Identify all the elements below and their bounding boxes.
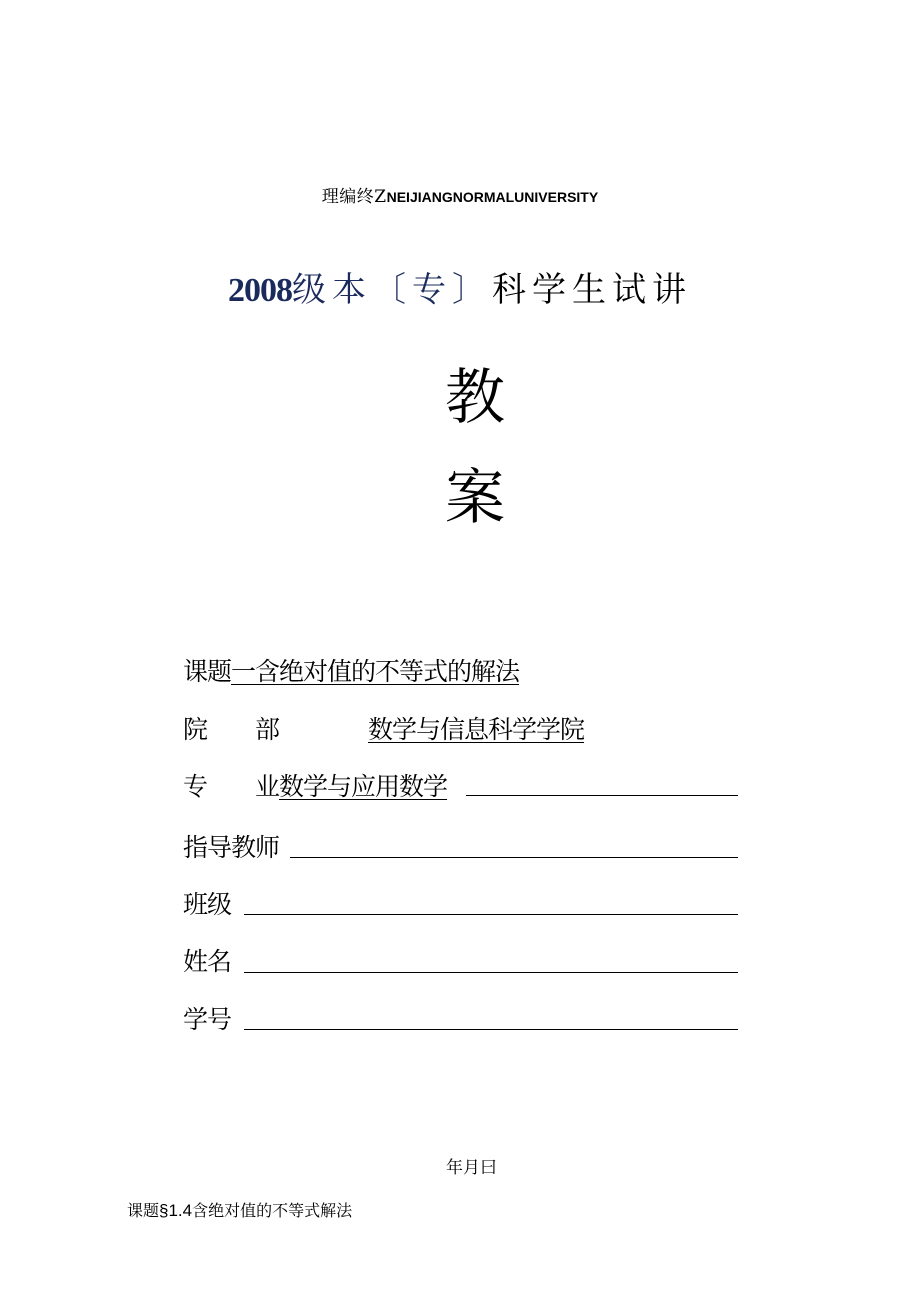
title-char-jiao: 教: [445, 363, 505, 433]
id-label: 学号: [183, 1005, 232, 1034]
major-label-2: 业: [255, 772, 280, 801]
class-underline: [244, 914, 738, 915]
topic-label: 课题: [183, 657, 232, 686]
topic-value: 一含绝对值的不等式的解法: [231, 657, 520, 686]
teacher-underline: [290, 857, 738, 858]
title-char-an: 案: [445, 463, 505, 533]
heading-year: 2008: [228, 272, 292, 309]
document-heading: [0, 262, 920, 311]
topic-row: [183, 652, 519, 688]
university-name-en: NEIJIANGNORMALUNIVERSITY: [386, 189, 599, 205]
footer-text: 含绝对值的不等式解法: [192, 1201, 353, 1220]
name-label: 姓名: [183, 947, 232, 976]
major-value: 数学与应用数学: [279, 772, 448, 801]
date-line: 年月曰: [446, 1158, 497, 1178]
class-label: 班级: [183, 890, 232, 919]
id-underline: [244, 1029, 738, 1030]
footer-number: §1.4: [159, 1201, 193, 1220]
name-underline: [244, 972, 738, 973]
footer-prefix: 课题: [127, 1201, 160, 1220]
major-underline: [466, 795, 738, 796]
teacher-label: 指导教师: [183, 833, 280, 862]
major-label-1: 专: [183, 772, 208, 801]
dept-value: 数学与信息科学学院: [368, 715, 585, 744]
dept-label-1: 院: [183, 715, 208, 744]
heading-rest: 科学生试讲: [492, 270, 692, 310]
footer-topic: [127, 1198, 352, 1221]
heading-level: 级本〔专〕: [292, 270, 492, 310]
university-header: [0, 182, 920, 207]
dept-label-2: 部: [255, 715, 280, 744]
university-name-cn: 理编终Z: [321, 187, 387, 207]
major-row: [255, 767, 447, 803]
